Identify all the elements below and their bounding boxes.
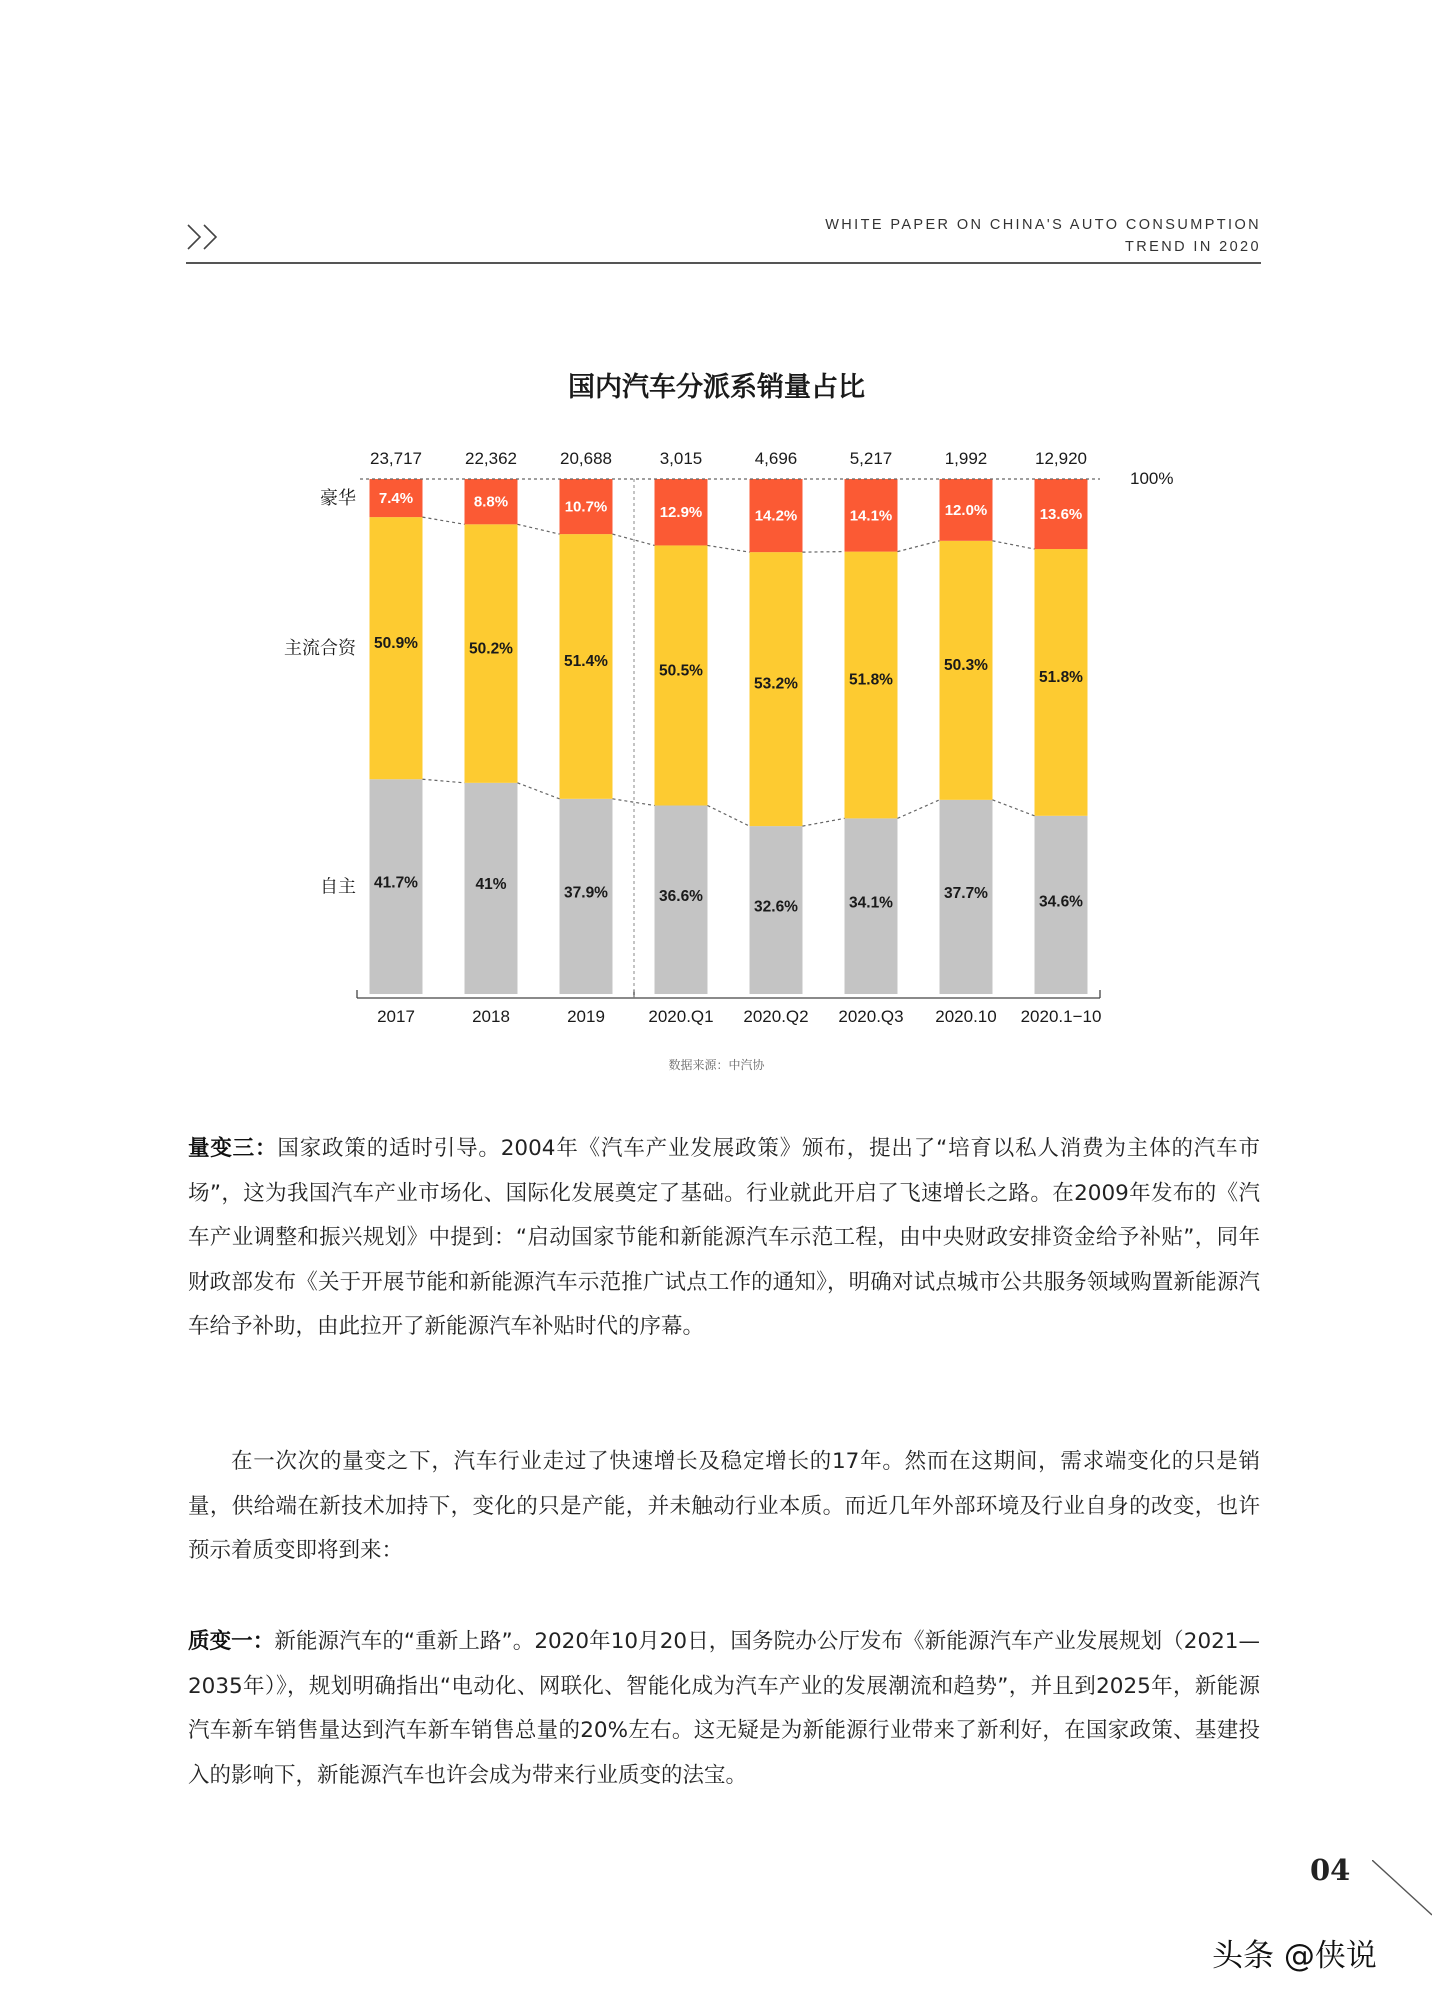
paragraph-text: 新能源汽车的“重新上路”。2020年10月20日，国务院办公厅发布《新能源汽车产业发展规划（2021—2035年）》，规划明确指出“电动化、网联化、智能化成为汽车产业的发展潮流和趋势”，并且到2025年，新能源汽车新车销售量达到汽车新车销售总量的20%左右。这无疑是为新能源行业带来了新利好，在国家政策、基建投入的影响下，新能源汽车也许会成为带来行业质变的法宝。 xyxy=(188,1629,1260,1788)
bar-value-label: 8.8% xyxy=(473,493,509,511)
bar-value-label: 50.3% xyxy=(944,657,988,675)
chart-source: 数据来源：中汽协 xyxy=(668,1058,765,1072)
watermark: 头条 @侠说 xyxy=(1212,1938,1377,1974)
dashed-connector xyxy=(518,783,560,799)
bar-value-label: 50.2% xyxy=(469,640,513,658)
bar-total-label: 5,217 xyxy=(849,449,893,468)
paragraph-quantity-change-three xyxy=(188,1127,1260,1350)
bar-value-label: 51.4% xyxy=(564,653,608,671)
paragraph-seventeen-years xyxy=(188,1440,1260,1574)
corner-decoration-line xyxy=(1372,1860,1432,1920)
paragraph-lead: 质变一： xyxy=(188,1629,275,1654)
dashed-connector xyxy=(803,818,845,826)
x-tick-label: 2020.Q2 xyxy=(743,1007,809,1026)
bar-value-label: 37.7% xyxy=(944,885,988,903)
bar-value-label: 36.6% xyxy=(659,887,703,905)
bar-value-label: 32.6% xyxy=(754,898,798,916)
page-number: 04 xyxy=(1310,1853,1351,1887)
dashed-connector xyxy=(803,552,845,553)
series-label: 豪华 xyxy=(320,488,356,510)
chart-title: 国内汽车分派系销量占比 xyxy=(568,372,865,403)
bar-value-label: 13.6% xyxy=(1039,506,1083,524)
paragraph-text: 在一次次的量变之下，汽车行业走过了快速增长及稳定增长的17年。然而在这期间，需求端变化的只是销量，供给端在新技术加持下，变化的只是产能，并未触动行业本质。而近几年外部环境及行业自身的改变，也许预示着质变即将到来： xyxy=(188,1449,1260,1563)
bar-total-label: 20,688 xyxy=(560,449,612,468)
bar-total-label: 4,696 xyxy=(754,449,798,468)
bar-value-label: 14.1% xyxy=(849,507,893,525)
dashed-connector xyxy=(993,541,1035,549)
x-tick-label: 2020.Q3 xyxy=(838,1007,904,1026)
x-tick-label: 2020.1−10 xyxy=(1020,1007,1102,1026)
bar-value-label: 14.2% xyxy=(754,507,798,525)
bar-total-label: 23,717 xyxy=(370,449,422,468)
dashed-connector xyxy=(993,800,1035,816)
paragraph-text: 国家政策的适时引导。2004年《汽车产业发展政策》颁布，提出了“培育以私人消费为主体的汽车市场”，这为我国汽车产业市场化、国际化发展奠定了基础。行业就此开启了飞速增长之路。在2009年发布的《汽车产业调整和振兴规划》中提到：“启动国家节能和新能源汽车示范工程，由中央财政安排资金给予补贴”，同年财政部发布《关于开展节能和新能源汽车示范推广试点工作的通知》，明确对试点城市公共服务领域购置新能源汽车给予补助，由此拉开了新能源汽车补贴时代的序幕。 xyxy=(188,1136,1260,1339)
x-tick-label: 2017 xyxy=(377,1007,415,1026)
x-tick-label: 2019 xyxy=(567,1007,605,1026)
dashed-connector xyxy=(423,517,465,524)
bar-value-label: 41% xyxy=(475,876,507,894)
series-label: 自主 xyxy=(320,876,356,898)
x-tick-label: 2020.10 xyxy=(935,1007,997,1026)
paragraph-lead: 量变三： xyxy=(188,1136,278,1161)
header-title-line2: TREND IN 2020 xyxy=(1125,239,1261,255)
bar-value-label: 12.0% xyxy=(944,501,988,519)
bar-value-label: 50.9% xyxy=(374,634,418,652)
bar-value-label: 53.2% xyxy=(754,675,798,693)
x-tick-label: 2018 xyxy=(472,1007,510,1026)
dashed-connector xyxy=(898,800,940,819)
bar-value-label: 10.7% xyxy=(564,498,608,516)
series-label: 主流合资 xyxy=(284,638,356,660)
bar-value-label: 7.4% xyxy=(378,490,414,508)
dashed-connector xyxy=(898,541,940,552)
bar-value-label: 12.9% xyxy=(659,504,703,522)
bar-value-label: 34.6% xyxy=(1039,893,1083,911)
header-title-line1: WHITE PAPER ON CHINA'S AUTO CONSUMPTION xyxy=(825,217,1261,233)
bar-total-label: 22,362 xyxy=(465,449,517,468)
paragraph-quality-change-one xyxy=(188,1620,1260,1798)
bar-value-label: 41.7% xyxy=(374,874,418,892)
top-100-label: 100% xyxy=(1130,469,1174,488)
bar-total-label: 1,992 xyxy=(944,449,988,468)
dashed-connector xyxy=(708,806,750,827)
dashed-connector xyxy=(708,545,750,552)
bar-total-label: 12,920 xyxy=(1035,449,1087,468)
bar-value-label: 34.1% xyxy=(849,894,893,912)
bar-total-label: 3,015 xyxy=(659,449,703,468)
dashed-connector xyxy=(518,524,560,534)
bar-value-label: 51.8% xyxy=(849,671,893,689)
x-tick-label: 2020.Q1 xyxy=(648,1007,714,1026)
dashed-connector xyxy=(423,779,465,783)
bar-value-label: 51.8% xyxy=(1039,669,1083,687)
bar-value-label: 37.9% xyxy=(564,884,608,902)
bar-value-label: 50.5% xyxy=(659,662,703,680)
